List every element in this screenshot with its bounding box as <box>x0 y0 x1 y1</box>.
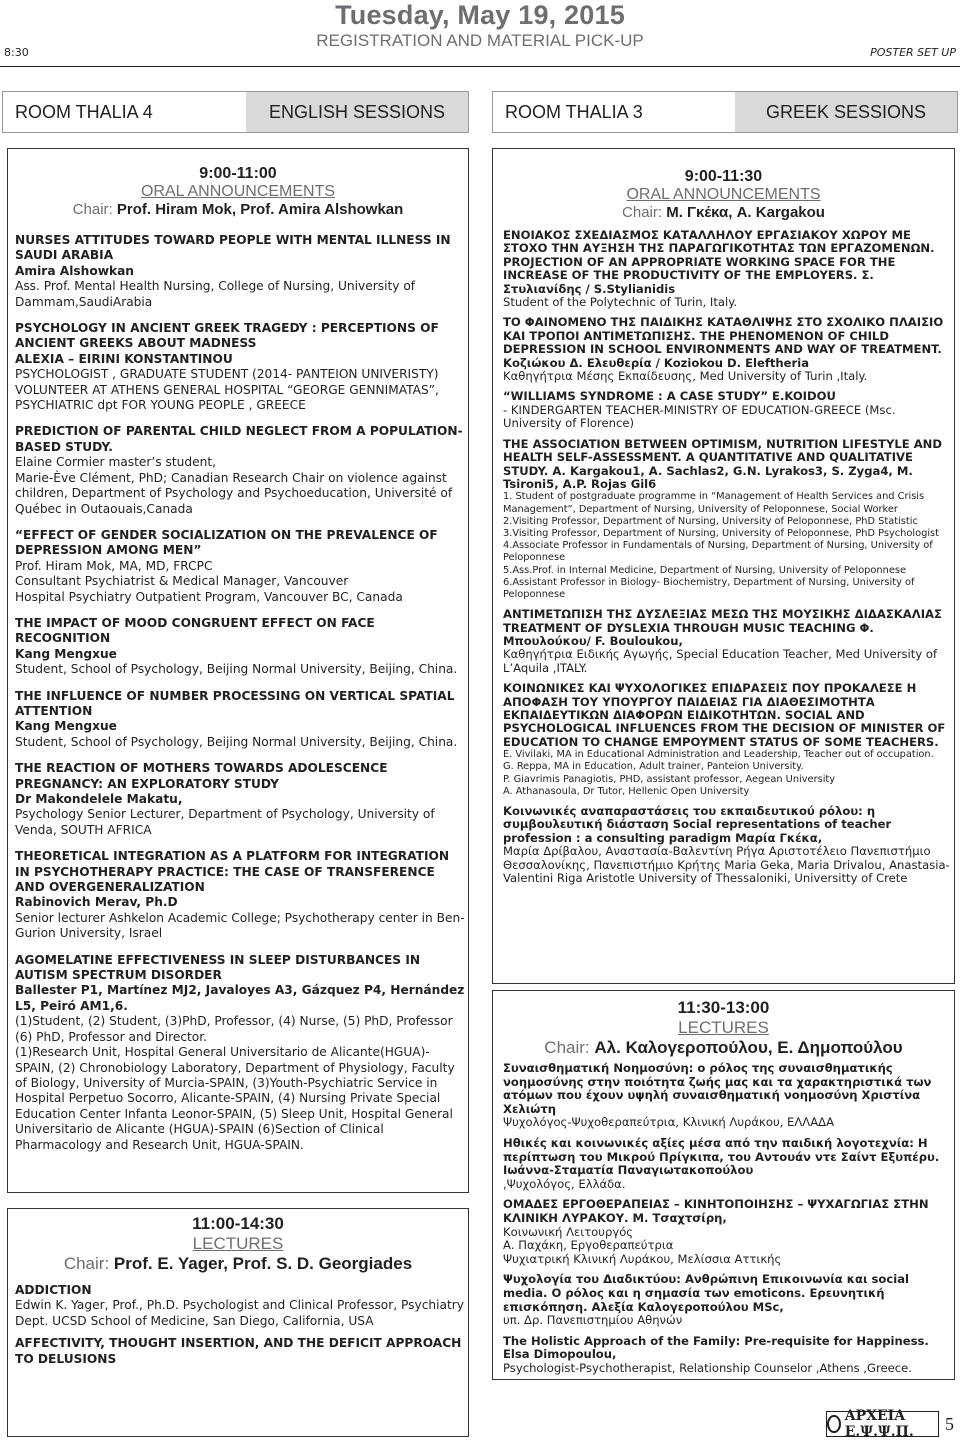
right-top-session-header <box>492 168 955 221</box>
session-chair: Chair: M. Γκέκα, A. Kargakou <box>622 204 825 221</box>
session-time: 11:30-13:00 <box>677 998 770 1017</box>
session-chair: Chair: Prof. Hiram Mok, Prof. Amira Alshowkan <box>72 201 404 218</box>
abstract-item: NURSES ATTITUDES TOWARD PEOPLE WITH MENTAL ILLNESS IN SAUDI ARABIA Amira Alshowkan Ass. Prof. Mental Health Nursing, College of Nursing, University of Dammam,SaudiArabia <box>15 233 451 309</box>
left-bottom-session-header <box>7 1214 469 1274</box>
abstract-item: THE IMPACT OF MOOD CONGRUENT EFFECT ON FACE RECOGNITION Kang Mengxue Student, School of Psychology, Beijing Normal University, Beijing, China. <box>15 615 458 677</box>
logo-text: ΑΡΧΕΙΑ Ε.Ψ.Ψ.Π. <box>844 1408 914 1440</box>
abstract-item: THE REACTION OF MOTHERS TOWARDS ADOLESCENCE PREGNANCY: AN EXPLORATORY STUDY Dr Makondelele Makatu, Psychology Senior Lecturer, Department of Psychology, University of Venda, SOUTH AFRICA <box>15 761 435 837</box>
session-chair: Chair: Prof. E. Yager, Prof. S. D. Georgiades <box>63 1254 413 1273</box>
left-top-session-header <box>7 165 469 218</box>
abstract-item: ADDICTION Edwin K. Yager, Prof., Ph.D. Psychologist and Clinical Professor, Psychiatry Dept. UCSD School of Medicine, San Diego, California, USA <box>15 1283 464 1328</box>
abstract-item: Ψυχολογία του Διαδικτύου: Ανθρώπινη Επικοινωνία και social media. Ο ρόλος και η σημασία των emoticons. Ερευνητική επισκόπηση. Αλεξία Καλογεροπούλου MSc, υπ. Δρ. Πανεπιστημίου Αθηνών <box>503 1272 910 1328</box>
abstract-item: THE ASSOCIATION BETWEEN OPTIMISM, NUTRITION LIFESTYLE AND HEALTH SELF-ASSESSMENT. A QUANTITATIVE AND QUALITATIVE STUDY. A. Kargakou1, A. Sachlas2, G.N. Lyrakos3, S. Zyga4, M. Tsironi5, A.P. Rojas Gil6 1. Student of postgraduate programme in “Management of Health Services and Crisis Management”, Department of Nursing, University of Peloponnese, Social Worker 2.Visiting Professor, Department of Nursing, University of Peloponnese, PhD Statistic 3.Visiting Professor, Department of Nursing, University of Peloponnese, PhD Psychologist 4.Associate Professor in Fundamentals of Nursing, Department of Nursing, University of Peloponnese 5.Ass.Prof. in Internal Medicine, Department of Nursing, University of Peloponnese 6.Assistant Professor in Biology- Biochemistry, Department of Nursing, University of Peloponnese <box>503 436 942 600</box>
abstract-item: ΤΟ ΦΑΙΝΟΜΕΝΟ ΤΗΣ ΠΑΙΔΙΚΗΣ ΚΑΤΑΘΛΙΨΗΣ ΣΤΟ ΣΧΟΛΙΚΟ ΠΛΑΙΣΙΟ ΚΑΙ ΤΡΟΠΟΙ ΑΝΤΙΜΕΤΩΠΙΣΗΣ. THE PHENOMENON OF CHILD DEPRESSION IN SCHOOL ENVIRONMENTS AND WAY OF TREATMENT. Κοζιώκου Δ. Ελευθερία / Koziokou D. Eleftheria Καθηγήτρια Μέσης Εκπαίδευσης, Med University of Turin ,Italy. <box>503 315 944 384</box>
abstract-item: PREDICTION OF PARENTAL CHILD NEGLECT FROM A POPULATION-BASED STUDY. Elaine Cormier master’s student, Marie-Ève Clément, PhD; Canadian Research Chair on violence against children, Department of Psychology and Psychoeducation, Université of Québec in Outaouais,Canada <box>15 424 463 516</box>
abstract-item: AFFECTIVITY, THOUGHT INSERTION, AND THE DEFICIT APPROACH TO DELUSIONS <box>15 1336 462 1366</box>
room-bar-left <box>2 91 469 133</box>
abstract-item: AGOMELATINE EFFECTIVENESS IN SLEEP DISTURBANCES IN AUTISM SPECTRUM DISORDER Ballester P1, Martínez MJ2, Javaloyes A3, Gázquez P4, Hernández L5, Peiró AM1,6. (1)Student, (2) Student, (3)PhD, Professor, (4) Nurse, (5) PhD, Professor (6) PhD, Professor and Director. (1)Research Unit, Hospital General Universitario de Alicante(HGUA)-SPAIN, (2) Chronobiology Laboratory, Department of Physiology, Faculty of Biology, University of Murcia-SPAIN, (3)Youth-Psychiatric Service in Hospital Perpetuo Socorro, Alicante-SPAIN, (4) Nursing Private Special Education Center Infanta Leonor-SPAIN, (5) Sleep Unit, Hospital General Universitario de Alicante (HGUA)-SPAIN (6)Section of Clinical Pharmacology and Research Unit, HGUA-SPAIN. <box>15 952 465 1152</box>
session-kind: ORAL ANNOUNCEMENTS <box>140 183 336 200</box>
session-kind: LECTURES <box>192 1234 284 1253</box>
abstract-item: THEORETICAL INTEGRATION AS A PLATFORM FOR INTEGRATION IN PSYCHOTHERAPY PRACTICE: THE CASE OF TRANSFERENCE AND OVERGENERALIZATION Rabinovich Merav, Ph.D Senior lecturer Ashkelon Academic College; Psychotherapy center in Ben-Gurion University, Israel <box>15 849 465 941</box>
session-chair: Chair: Αλ. Καλογεροπούλου, Ε. Δημοπούλου <box>544 1038 903 1057</box>
registration-time: 8:30 <box>4 46 29 59</box>
abstract-item: ΚΟΙΝΩΝΙΚΕΣ ΚΑΙ ΨΥΧΟΛΟΓΙΚΕΣ ΕΠΙΔΡΑΣΕΙΣ ΠΟΥ ΠΡΟΚΑΛΕΣΕ Η ΑΠΟΦΑΣΗ ΤΟΥ ΥΠΟΥΡΓΟΥ ΠΑΙΔΕΙΑΣ ΓΙΑ ΔΙΑΘΕΣΙΜΟΤΗΤΑ ΕΚΠΑΙΔΕΥΤΙΚΩΝ ΔΙΑΦΟΡΩΝ ΕΙΔΙΚΟΤΗΤΩΝ. SOCIAL AND PSYCHOLOGICAL INFLUENCES FROM THE DECISION OF MINISTER OF EDUCATION TO CHANGE EMPOYMENT STATUS OF SOME TEACHERS. E. Vivilaki, MA in Educational Administration and Leadership, Teacher out of occupation. G. Reppa, MA in Education, Adult trainer, Panteion University. P. Giavrimis Panagiotis, PHD, assistant professor, Aegean University A. Athanasoula, Dr Tutor, Hellenic Open University <box>503 681 946 797</box>
abstract-item: Κοινωνικές αναπαραστάσεις του εκπαιδευτικού ρόλου: η συμβουλευτική διάσταση Social representations of teacher profession : a consulting paradigm Μαρία Γκέκα, Μαρία Δρίβαλου, Αναστασία-Βαλεντίνη Ρήγα Αριστοτέλειο Πανεπιστήμιο Θεσσαλονίκης, Πανεπιστήμιο Κρήτης Maria Geka, Maria Drivalou, Anastasia-Valentini Riga Aristotle University of Thessaloniki, Universitty of Crete <box>503 804 950 886</box>
abstract-item: ΟΜΑΔΕΣ ΕΡΓΟΘΕΡΑΠΕΙΑΣ – ΚΙΝΗΤΟΠΟΙΗΣΗΣ – ΨΥΧΑΓΩΓΙΑΣ ΣΤΗΝ ΚΛΙΝΙΚΗ ΛΥΡΑΚΟΥ. Μ. Τσαχτσίρη, Κοινωνική Λειτουργός Α. Παχάκη, Εργοθεραπεύτρια Ψυχιατρική Κλινική Λυράκου, Μελίσσια Αττικής <box>503 1197 929 1266</box>
room-bar-right <box>492 91 958 133</box>
abstract-item: The Holistic Approach of the Family: Pre-requisite for Happiness. Elsa Dimopoulou, Psychologist-Psychotherapist, Relationship Counselor ,Athens ,Greece. <box>503 1333 929 1375</box>
poster-setup: POSTER SET UP <box>870 46 956 59</box>
left-top-abstracts <box>15 233 467 1153</box>
room-name-left: ROOM THALIA 4 <box>3 92 246 132</box>
abstract-item: PSYCHOLOGY IN ANCIENT GREEK TRAGEDY : PERCEPTIONS OF ANCIENT GREEKS ABOUT MADNESS ALEXIA – EIRINI KONSTANTINOU PSYCHOLOGIST , GRADUATE STUDENT (2014- PANTEION UNIVERISTY) VOLUNTEER AT ATHENS GENERAL HOSPITAL “GEORGE GENNIMATAS”, PSYCHIATRIC dpt FOR YOUNG PEOPLE , GREECE <box>15 321 439 413</box>
session-time: 9:00-11:00 <box>199 165 277 182</box>
session-kind: ORAL ANNOUNCEMENTS <box>626 186 821 203</box>
session-name-left: ENGLISH SESSIONS <box>246 92 468 132</box>
session-kind: LECTURES <box>678 1018 769 1037</box>
session-time: 9:00-11:30 <box>684 168 763 185</box>
left-bottom-abstracts <box>15 1283 467 1367</box>
right-bottom-session-header <box>492 998 955 1058</box>
session-name-right: GREEK SESSIONS <box>735 92 957 132</box>
room-name-right: ROOM THALIA 3 <box>493 92 735 132</box>
society-emblem-icon <box>827 1415 841 1433</box>
page-date: Tuesday, May 19, 2015 <box>335 0 625 30</box>
right-bottom-abstracts <box>503 1062 953 1375</box>
abstract-item: “EFFECT OF GENDER SOCIALIZATION ON THE PREVALENCE OF DEPRESSION AMONG MEN” Prof. Hiram Mok, MA, MD, FRCPC Consultant Psychiatrist & Medical Manager, Vancouver Hospital Psychiatry Outpatient Program, Vancouver BC, Canada <box>15 527 438 604</box>
session-time: 11:00-14:30 <box>192 1214 284 1233</box>
header-divider <box>0 66 960 67</box>
abstract-item: THE INFLUENCE OF NUMBER PROCESSING ON VERTICAL SPATIAL ATTENTION Kang Mengxue Student, School of Psychology, Beijing Normal University, Beijing, China. <box>15 688 458 749</box>
right-top-abstracts <box>503 229 951 885</box>
footer-logo <box>826 1408 939 1440</box>
abstract-item: ΑΝΤΙΜΕΤΩΠΙΣΗ ΤΗΣ ΔΥΣΛΕΞΙΑΣ ΜΕΣΩ ΤΗΣ ΜΟΥΣΙΚΗΣ ΔΙΔΑΣΚΑΛΙΑΣ TREATMENT OF DYSLEXIA THROUGH MUSIC TEACHING Φ. Μπουλούκου/ F. Bouloukou, Καθηγήτρια Ειδικής Αγωγής, Special Education Teacher, Med University of L’Aquila ,ITALY. <box>503 607 942 675</box>
page-number: 5 <box>945 1414 954 1434</box>
abstract-item: “WILLIAMS SYNDROME : A CASE STUDY” E.KOIDOU - KINDERGARTEN TEACHER-MINISTRY OF EDUCATION-GREECE (Msc. University of Florence) <box>503 389 896 431</box>
abstract-item: Ηθικές και κοινωνικές αξίες μέσα από την παιδική λογοτεχνία: Η περίπτωση του Μικρού Πρίγκιπα, του Αντουάν ντε Σαίντ Εξυπέρυ. Ιωάννα-Σταματία Παναγιωτακοπούλου ,Ψυχολόγος, Ελλάδα. <box>503 1135 940 1191</box>
abstract-item: ΕΝΟΙΑΚΟΣ ΣΧΕΔΙΑΣΜΟΣ ΚΑΤΑΛΛΗΛΟΥ ΕΡΓΑΣΙΑΚΟΥ ΧΩΡΟΥ ΜΕ ΣΤΟΧΟ ΤΗΝ ΑΥΞΗΣΗ ΤΗΣ ΠΑΡΑΓΩΓΙΚΟΤΗΤΑΣ ΤΩΝ ΕΡΓΑΖΟΜΕΝΩΝ. PROJECTION OF AN APPROPRIATE WORKING SPACE FOR THE INCREASE OF THE PRODUCTIVITY OF THE EMPLOYERS. Σ. Στυλιανίδης / S.Stylianidis Student of the Polytechnic of Turin, Italy. <box>503 228 935 310</box>
abstract-item: Συναισθηματική Νοημοσύνη: ο ρόλος της συναισθηματικής νοημοσύνης στην ποιότητα ζωής μας και τα χαρακτηριστικά των ατόμων που έχουν υψηλή συναισθηματική νοημοσύνη Χριστίνα Χελιώτη Ψυχολόγος-Ψυχοθεραπεύτρια, Κλινική Λυράκου, ΕΛΛΑΔΑ <box>503 1061 932 1130</box>
page-subtitle: REGISTRATION AND MATERIAL PICK-UP <box>316 31 644 50</box>
